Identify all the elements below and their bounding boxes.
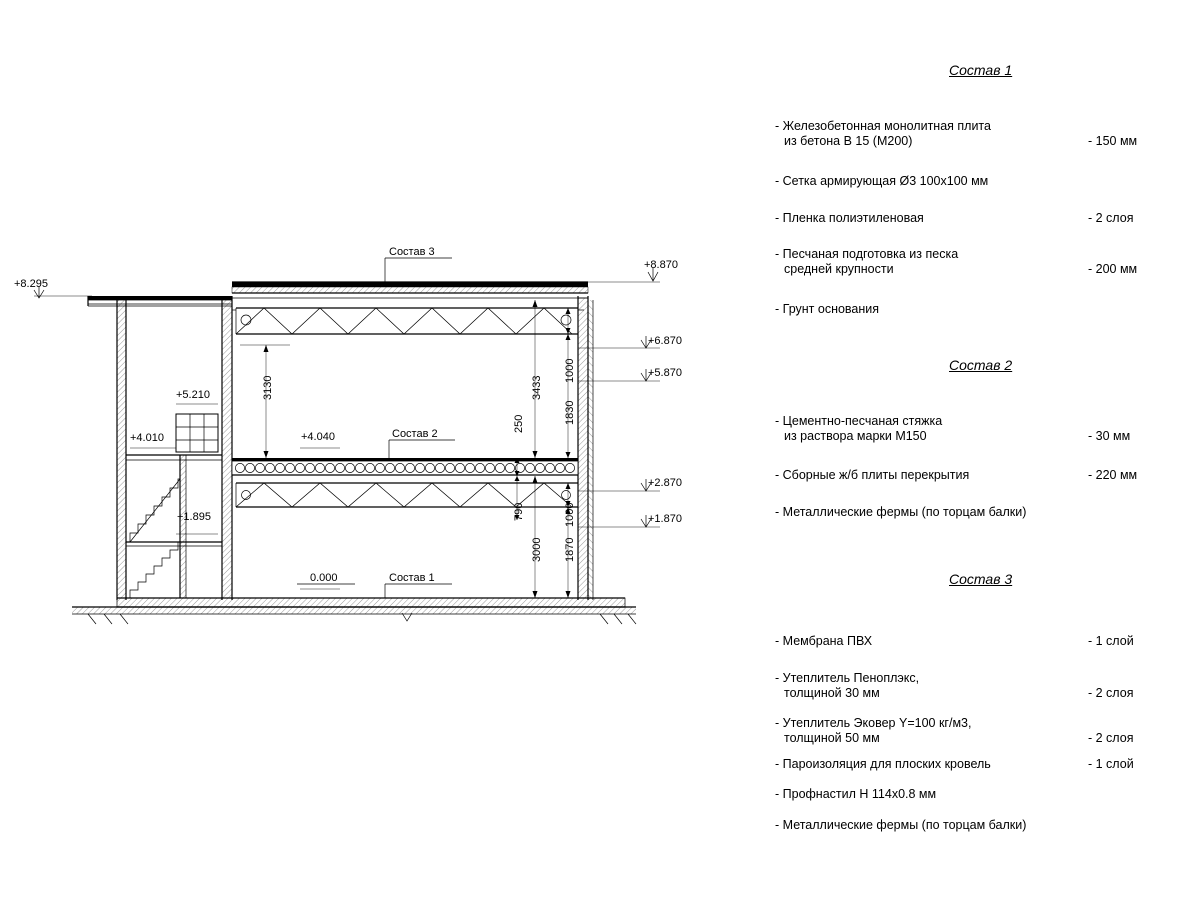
dimension-1000-upper: 1000 <box>564 358 576 383</box>
legend-value-s2-0: - 30 мм <box>1088 429 1131 443</box>
dimension-790: 790 <box>513 502 525 521</box>
legend-item-line: - Пароизоляция для плоских кровель <box>775 757 991 771</box>
legend-item-s2-1 <box>775 468 969 483</box>
legend-item-s1-2 <box>775 211 924 226</box>
building-section-drawing <box>0 0 720 680</box>
wall-left-exterior <box>117 296 126 600</box>
elevation-left-4010: +4.010 <box>130 432 164 444</box>
legend-item-line: - Утеплитель Эковер Y=100 кг/м3, <box>775 716 972 730</box>
legend-item-s3-4 <box>775 787 936 802</box>
ground-line <box>72 607 636 624</box>
legend-item-line: из раствора марки М150 <box>784 429 927 443</box>
legend-item-line: - Железобетонная монолитная плита <box>775 119 991 133</box>
dimension-1870: 1870 <box>564 537 576 562</box>
section-label-sostav2: Состав 2 <box>392 428 438 440</box>
truss-mid <box>236 483 578 507</box>
legend-item-s1-1 <box>775 174 988 189</box>
roof-canopy-left <box>88 296 232 306</box>
section-label-sostav3: Состав 3 <box>389 246 435 258</box>
legend-item-s1-0 <box>775 119 991 149</box>
wall-interior <box>222 296 232 600</box>
legend-item-line: - Пленка полиэтиленовая <box>775 211 924 225</box>
legend-item-line: - Песчаная подготовка из песка <box>775 247 959 261</box>
legend-item-line: - Цементно-песчаная стяжка <box>775 414 943 428</box>
floor-slab-mid <box>232 458 578 475</box>
elevation-right-6870: +6.870 <box>648 335 682 347</box>
legend-item-line: из бетона В 15 (М200) <box>784 134 913 148</box>
wall-right-exterior <box>578 296 593 600</box>
dimension-lines <box>240 300 571 598</box>
roof-assembly <box>232 282 588 298</box>
legend-item-line: - Профнастил Н 114х0.8 мм <box>775 787 937 801</box>
dimension-3130: 3130 <box>262 375 274 400</box>
legend-value-s3-3: - 1 слой <box>1088 757 1134 771</box>
elevation-right-5870: +5.870 <box>648 367 682 379</box>
legend-value-s3-1: - 2 слоя <box>1088 686 1134 700</box>
legend-title-sostav2: Состав 2 <box>949 357 1013 373</box>
legend-item-line: средней крупности <box>784 262 894 276</box>
legend-item-line: - Металлические фермы (по торцам балки) <box>775 505 1027 519</box>
legend-item-line: - Грунт основания <box>775 302 880 316</box>
legend-item-line: - Сборные ж/б плиты перекрытия <box>775 468 970 482</box>
dimension-250: 250 <box>513 414 525 433</box>
legend-item-s2-2 <box>775 505 1026 520</box>
legend-item-line: - Сетка армирующая Ø3 100х100 мм <box>775 174 989 188</box>
dimension-1000-lower: 1000 <box>564 502 576 527</box>
elevation-left-1895: +1.895 <box>177 511 211 523</box>
legend-item-s3-3 <box>775 757 991 772</box>
section-label-sostav1: Состав 1 <box>389 572 435 584</box>
legend-title-sostav3: Состав 3 <box>949 571 1013 587</box>
dimension-1830: 1830 <box>564 400 576 425</box>
legend-item-line: - Металлические фермы (по торцам балки) <box>775 818 1027 832</box>
legend-value-s3-2: - 2 слоя <box>1088 731 1134 745</box>
elevation-left-0000: 0.000 <box>310 572 338 584</box>
dimension-3000: 3000 <box>531 537 543 562</box>
legend-item-line: толщиной 50 мм <box>784 731 880 745</box>
legend-value-s1-3: - 200 мм <box>1088 262 1138 276</box>
legend-item-s2-0 <box>775 414 942 444</box>
legend-item-line: толщиной 30 мм <box>784 686 880 700</box>
legend-value-s3-0: - 1 слой <box>1088 634 1134 648</box>
elevation-right-1870: +1.870 <box>648 513 682 525</box>
legend-item-s3-2 <box>775 716 971 746</box>
elevation-left-8295: +8.295 <box>14 278 48 290</box>
legend-item-line: - Мембрана ПВХ <box>775 634 873 648</box>
legend-item-s3-0 <box>775 634 872 649</box>
legend-item-s1-3 <box>775 247 958 277</box>
elevation-right-8870: +8.870 <box>644 259 678 271</box>
elevation-left-5210: +5.210 <box>176 389 210 401</box>
legend-item-line: - Утеплитель Пеноплэкс, <box>775 671 920 685</box>
legend-value-s2-1: - 220 мм <box>1088 468 1138 482</box>
legend-item-s3-1 <box>775 671 919 701</box>
legend-value-s1-2: - 2 слоя <box>1088 211 1134 225</box>
legend-value-s1-0: - 150 мм <box>1088 134 1138 148</box>
elevation-right-2870: +2.870 <box>648 477 682 489</box>
truss-roof <box>232 308 584 334</box>
dimension-3433: 3433 <box>531 375 543 400</box>
elevation-left-4040: +4.040 <box>301 431 335 443</box>
legend-item-s3-5 <box>775 818 1026 833</box>
legend-title-sostav1: Состав 1 <box>949 62 1013 78</box>
legend-item-s1-4 <box>775 302 879 317</box>
